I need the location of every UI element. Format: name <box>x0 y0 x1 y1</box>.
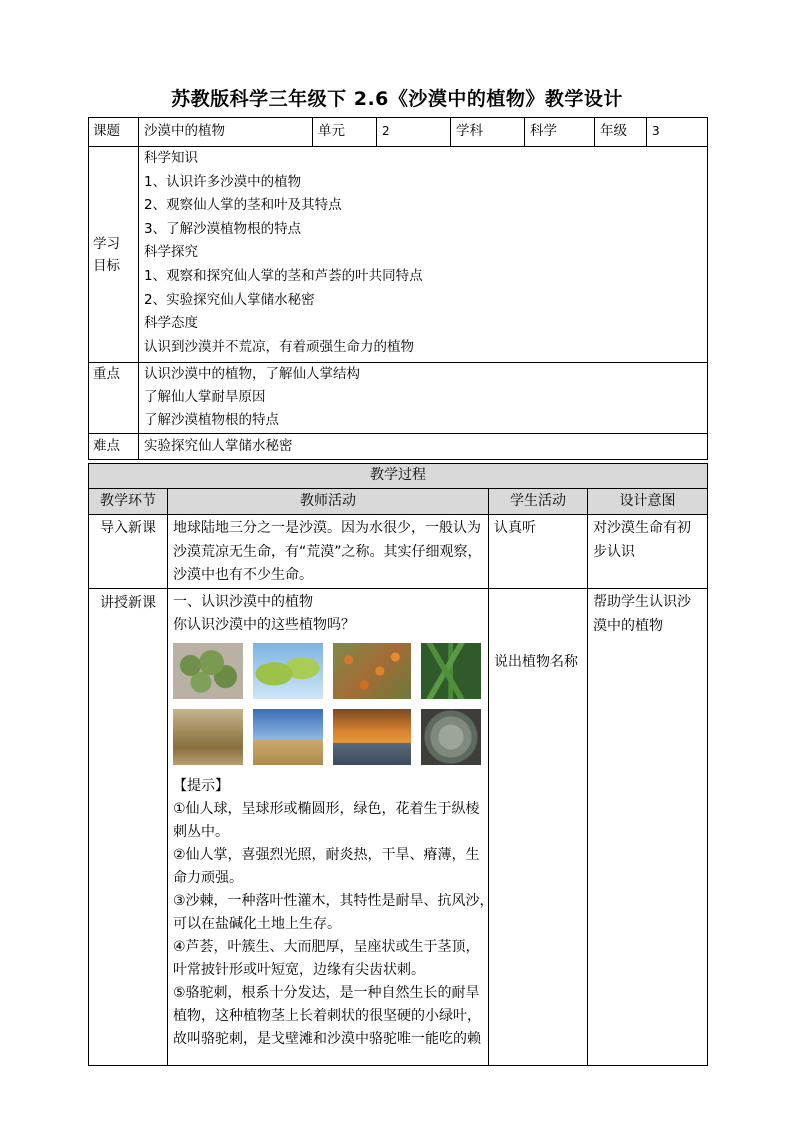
process-header-row <box>89 489 708 515</box>
tip-line: 故叫骆驼刺，是戈壁滩和沙漠中骆驼唯一能吃的赖 <box>173 1031 481 1047</box>
key-point-line: 了解沙漠植物根的特点 <box>144 412 279 428</box>
goal-line: 科学探究 <box>144 244 198 261</box>
process-table <box>88 463 708 1066</box>
goal-line: 科学知识 <box>144 150 198 166</box>
difficulty-label: 难点 <box>89 434 139 460</box>
sea-buckthorn-photo <box>333 643 411 699</box>
intro-teacher-line: 沙漠中也有不少生命。 <box>173 567 313 583</box>
xueke-value: 科学 <box>525 118 595 147</box>
poplar-photo <box>333 709 411 765</box>
intro-intent-line: 步认识 <box>593 543 635 560</box>
difficulty-content: 实验探究仙人掌储水秘密 <box>139 434 708 460</box>
new-intent-line: 帮助学生认识沙 <box>593 594 691 610</box>
goals-content <box>139 147 708 363</box>
goal-line: 1、认识许多沙漠中的植物 <box>144 173 302 190</box>
danyuan-label: 单元 <box>313 118 377 147</box>
goal-line: 1、观察和探究仙人掌的茎和芦荟的叶共同特点 <box>144 267 423 284</box>
goals-label-line1: 学习 <box>93 235 120 252</box>
goals-label-line2: 目标 <box>93 257 120 274</box>
goal-line: 认识到沙漠并不荒凉，有着顽强生命力的植物 <box>144 338 414 355</box>
goals-row <box>89 147 708 363</box>
key-points-content <box>139 363 708 434</box>
intro-row <box>89 515 708 589</box>
difficulty-row <box>89 434 708 460</box>
tips-label: 【提示】 <box>173 778 229 794</box>
tip-line: 植物，这种植物茎上长着刺状的很坚硬的小绿叶， <box>173 1008 481 1024</box>
nianji-value: 3 <box>647 118 708 147</box>
goal-line: 2、实验探究仙人掌储水秘密 <box>144 291 315 308</box>
new-intent <box>588 589 708 1066</box>
tip-line: ③沙棘，一种落叶性灌木，其特性是耐旱、抗风沙， <box>173 893 494 909</box>
tip-line: 刺丛中。 <box>173 824 229 840</box>
new-teacher-intro-line: 一、认识沙漠中的植物 <box>173 594 313 610</box>
new-intent-line: 漠中的植物 <box>593 617 663 634</box>
camel-thorn-photo <box>173 709 243 765</box>
tip-line: 可以在盐碱化土地上生存。 <box>173 916 341 932</box>
intro-intent <box>588 515 708 589</box>
intro-stage: 导入新课 <box>89 515 168 589</box>
tip-line: 命力顽强。 <box>173 870 243 886</box>
new-student-text: 说出植物名称 <box>494 654 578 670</box>
tip-line: ②仙人掌，喜强烈光照，耐炎热，干旱、瘠薄，生 <box>173 847 480 863</box>
goal-line: 2、观察仙人掌的茎和叶及其特点 <box>144 197 342 214</box>
lesson-info-table <box>88 117 708 460</box>
key-point-line: 认识沙漠中的植物，了解仙人掌结构 <box>144 366 360 382</box>
header-intent: 设计意图 <box>588 489 708 515</box>
intro-teacher-line: 沙漠荒凉无生命，有“荒漠”之称。其实仔细观察， <box>173 543 482 560</box>
tip-line: ①仙人球，呈球形或椭圆形，绿色，花着生于纵棱 <box>173 801 480 817</box>
tip-line: ⑤骆驼刺，根系十分发达，是一种自然生长的耐旱 <box>173 985 480 1001</box>
new-stage: 讲授新课 <box>89 589 168 1066</box>
key-points-label: 重点 <box>89 363 139 434</box>
header-teacher: 教师活动 <box>168 489 489 515</box>
tip-line: ④芦荟，叶簇生、大而肥厚，呈座状或生于茎顶， <box>173 939 480 955</box>
intro-student: 认真听 <box>489 515 588 589</box>
goals-label <box>89 147 139 363</box>
intro-teacher-line: 地球陆地三分之一是沙漠。因为水很少，一般认为 <box>173 520 481 536</box>
goal-line: 3、了解沙漠植物根的特点 <box>144 220 302 237</box>
new-teacher <box>168 589 494 1066</box>
desert-tree-photo <box>253 709 323 765</box>
header-student: 学生活动 <box>489 489 588 515</box>
key-point-line: 了解仙人掌耐旱原因 <box>144 389 266 405</box>
nianji-label: 年级 <box>595 118 647 147</box>
aloe-photo <box>421 643 481 699</box>
new-lesson-row <box>89 589 708 1066</box>
process-title-row <box>89 464 708 489</box>
tip-line: 叶常披针形或叶短宽，边缘有尖齿状刺。 <box>173 962 425 978</box>
intro-teacher <box>168 515 489 589</box>
prickly-pear-photo <box>253 643 323 699</box>
header-stage: 教学环节 <box>89 489 168 515</box>
document-title: 苏教版科学三年级下 2.6《沙漠中的植物》教学设计 <box>171 88 623 110</box>
goal-line: 科学态度 <box>144 315 198 332</box>
succulent-photo <box>421 709 481 765</box>
danyuan-value: 2 <box>377 118 451 147</box>
process-title: 教学过程 <box>89 464 708 489</box>
new-student <box>489 589 588 1066</box>
info-row <box>89 118 708 147</box>
xueke-label: 学科 <box>451 118 525 147</box>
intro-intent-line: 对沙漠生命有初 <box>593 520 691 536</box>
cactus-ball-photo <box>173 643 243 699</box>
plant-photo-gallery <box>173 643 483 765</box>
keti-label: 课题 <box>89 118 139 147</box>
key-points-row <box>89 363 708 434</box>
new-teacher-intro-line: 你认识沙漠中的这些植物吗？ <box>173 617 355 633</box>
keti-value: 沙漠中的植物 <box>139 118 313 147</box>
